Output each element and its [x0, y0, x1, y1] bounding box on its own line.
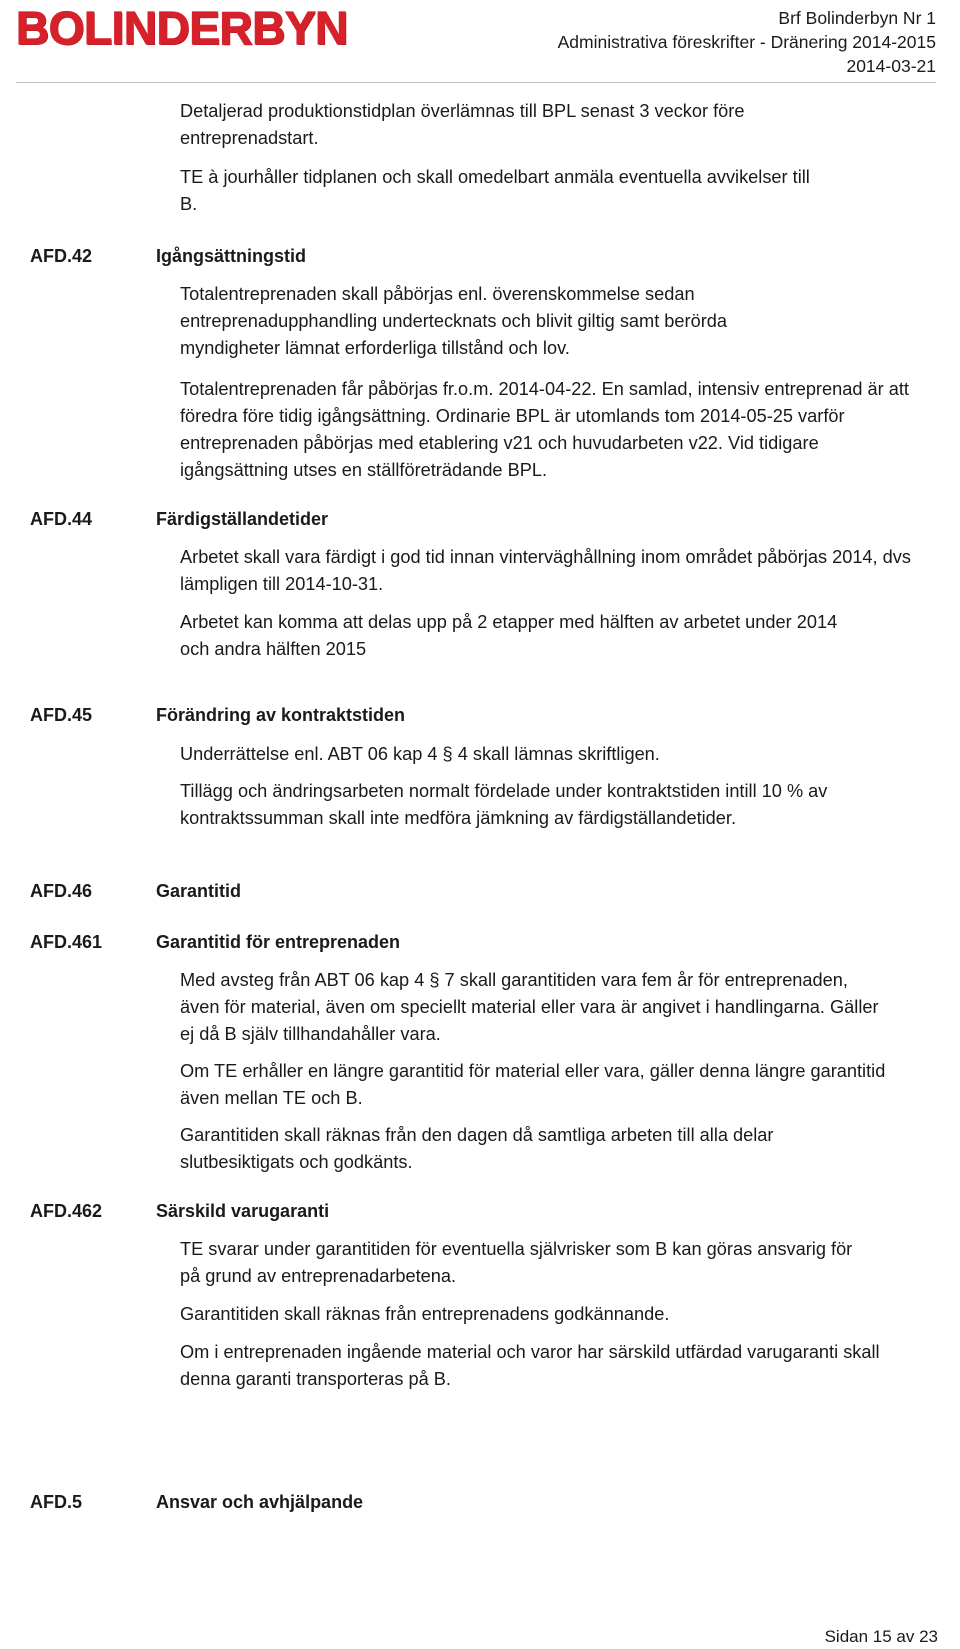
afd44-paragraph-2: Arbetet kan komma att delas upp på 2 etapper med hälften av arbetet under 2014 och andra hälften 2015: [180, 612, 838, 659]
header-divider: [16, 82, 936, 83]
section-code-afd42: AFD.42: [30, 246, 93, 266]
afd461-paragraph-3: Garantitiden skall räknas från den dagen då samtliga arbeten till alla delar slutbesiktigats och godkänts.: [180, 1125, 774, 1172]
section-code-afd5: AFD.5: [30, 1492, 83, 1512]
document-header: [558, 6, 936, 78]
section-code-afd44: AFD.44: [30, 509, 93, 529]
afd462-paragraph-3: Om i entreprenaden ingående material och varor har särskild utfärdad varugaranti skall denna garanti transporteras på B.: [180, 1342, 880, 1389]
afd45-paragraph-1: Underrättelse enl. ABT 06 kap 4 § 4 skall lämnas skriftligen.: [180, 744, 660, 764]
intro-paragraph-1: Detaljerad produktionstidplan överlämnas till BPL senast 3 veckor före entreprenadstart.: [180, 101, 745, 148]
afd44-paragraph-1: Arbetet skall vara färdigt i god tid innan vinterväghållning inom området påbörjas 2014, dvs lämpligen till 2014-10-31.: [180, 547, 911, 594]
afd461-paragraph-1: Med avsteg från ABT 06 kap 4 § 7 skall garantitiden vara fem år för entreprenaden, även för material, även om speciellt material eller vara är angivet i handlingarna. Gäller ej då B själv tillhandahåller vara.: [180, 970, 879, 1044]
section-title-forandring-av-kontraktstiden: Förändring av kontraktstiden: [156, 705, 406, 725]
section-title-garantitid-for-entreprenaden: Garantitid för entreprenaden: [156, 932, 401, 952]
section-code-afd461: AFD.461: [30, 932, 103, 952]
header-organisation: Brf Bolinderbyn Nr 1: [778, 8, 936, 28]
company-logo: BOLINDERBYN: [16, 2, 348, 54]
afd45-paragraph-2: Tillägg och ändringsarbeten normalt fördelade under kontraktstiden intill 10 % av kontraktssumman skall inte medföra jämkning av färdigställandetider.: [180, 781, 828, 828]
section-title-fardigstallandetider: Färdigställandetider: [156, 509, 329, 529]
afd462-paragraph-2: Garantitiden skall räknas från entreprenadens godkännande.: [180, 1304, 670, 1324]
header-document-title: Administrativa föreskrifter - Dränering 2014-2015: [557, 32, 936, 52]
intro-paragraph-2: TE à jourhåller tidplanen och skall omedelbart anmäla eventuella avvikelser till B.: [180, 167, 810, 214]
section-code-afd462: AFD.462: [30, 1201, 103, 1221]
afd42-paragraph-1: Totalentreprenaden skall påbörjas enl. överenskommelse sedan entreprenadupphandling undertecknats och blivit giltig samt berörda myndigheter lämnat erforderliga tillstånd och lov.: [180, 284, 727, 358]
section-title-ansvar-och-avhjalpande: Ansvar och avhjälpande: [156, 1492, 364, 1512]
afd461-paragraph-2: Om TE erhåller en längre garantitid för material eller vara, gäller denna längre garantitid även mellan TE och B.: [180, 1061, 886, 1108]
afd462-paragraph-1: TE svarar under garantitiden för eventuella självrisker som B kan göras ansvarig för på grund av entreprenadarbetena.: [180, 1239, 853, 1286]
header-date: 2014-03-21: [846, 56, 936, 76]
section-code-afd46: AFD.46: [30, 881, 93, 901]
section-title-sarskild-varugaranti: Särskild varugaranti: [156, 1201, 330, 1221]
section-title-garantitid: Garantitid: [156, 881, 242, 901]
afd42-paragraph-2: Totalentreprenaden får påbörjas fr.o.m. 2014-04-22. En samlad, intensiv entreprenad är att föredra före tidig igångsättning. Ordinarie BPL är utomlands tom 2014-05-25 varför entreprenaden påbörjas med etablering v21 och huvudarbeten v22. Vid tidigare igångsättning utses en ställföreträdande BPL.: [180, 379, 909, 480]
page-number: Sidan 15 av 23: [824, 1627, 938, 1646]
section-code-afd45: AFD.45: [30, 705, 93, 725]
section-title-igangsattningstid: Igångsättningstid: [156, 246, 306, 266]
